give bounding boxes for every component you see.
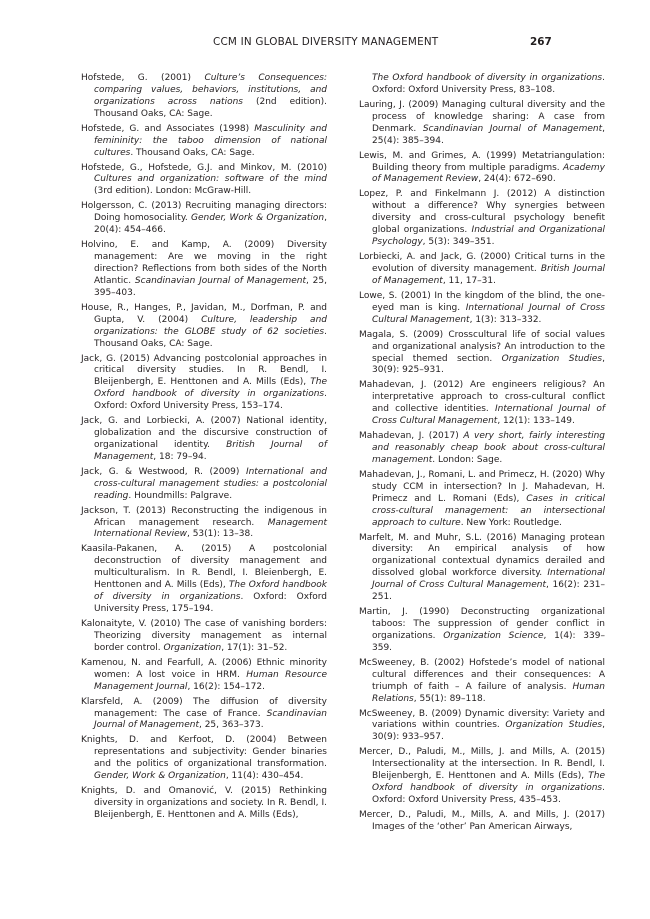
reference-entry <box>359 810 605 834</box>
reference-text-segment: Magala, S. (2009) Crosscultural life of social values and organizational analysis? An introduction to the special themed section. <box>359 329 605 364</box>
reference-text-segment: Mercer, D., Paludi, M., Mills, A. and Mills, J. (2017) Images of the ‘other’ Pan American Airways, <box>359 809 605 832</box>
reference-entry <box>359 658 605 706</box>
reference-text-segment: . Oxford: Oxford University Press, 435–453. <box>372 783 605 805</box>
reference-text-segment: Kalonaityte, V. (2010) The case of vanishing borders: Theorizing diversity management as internal border control. <box>81 619 327 653</box>
reference-italic-segment: International Journal of Cross Cultural Management <box>372 568 605 591</box>
reference-text-segment: Klarsfeld, A. (2009) The diffusion of diversity management: The case of France. <box>81 696 327 719</box>
reference-entry <box>359 73 605 97</box>
reference-text-segment: McSweeney, B. (2002) Hofstede’s model of national cultural differences and their consequences: A triumph of faith – A failure of analysis. <box>359 657 605 692</box>
reference-italic-segment: Human Resource Management Journal <box>94 669 328 692</box>
reference-text-segment: Holgersson, C. (2013) Recruiting managing directors: Doing homosociality. <box>81 201 327 224</box>
reference-entry <box>359 252 605 288</box>
reference-text-segment: , 30(9): 933–957. <box>372 720 605 743</box>
reference-entry <box>359 189 605 249</box>
reference-text-segment: Jack, G. & Westwood, R. (2009) <box>81 466 246 477</box>
reference-entry <box>359 151 605 187</box>
reference-entry <box>359 709 605 745</box>
reference-italic-segment: Organization Studies <box>505 720 603 731</box>
reference-text-segment: House, R., Hanges, P., Javidan, M., Dorfman, P. and Gupta, V. (2004) <box>81 302 327 325</box>
reference-text-segment: , 12(1): 133–149. <box>497 416 575 427</box>
reference-text-segment: . Oxford: Oxford University Press, 83–108. <box>372 73 605 95</box>
reference-text-segment: . Oxford: Oxford University Press, 175–194. <box>94 592 328 614</box>
reference-text-segment: Hofstede, G., Hofstede, G.J. and Minkov, M. (2010) <box>81 162 327 173</box>
reference-italic-segment: International Journal of Cross Cultural Management <box>372 404 606 427</box>
reference-entry <box>359 330 605 378</box>
reference-text-segment: Lorbiecki, A. and Jack, G. (2000) Critical turns in the evolution of diversity management. <box>359 252 605 274</box>
reference-text-segment: Mahadevan, J., Romani, L. and Primecz, H. (2020) Why study CCM in intersection? In J. Mahadevan, H. Primecz and L. Romani (Eds), <box>359 469 605 504</box>
reference-text-segment: Kaasila-Pakanen, A. (2015) A postcolonial deconstruction of diversity management and multiculturalism. In R. Bendl, I. Bleienbergh, E. Henttonen and A. Mills (Eds), <box>81 544 327 591</box>
reference-italic-segment: Gender, Work & Organization <box>191 213 325 224</box>
references-left-column <box>81 73 327 825</box>
reference-text-segment: Knights, D. and Omanović, V. (2015) Rethinking diversity in organizations and society. In R. Bendl, I. Bleijenbergh, E. Henttonen and A. Mills (Eds), <box>81 786 327 820</box>
reference-text-segment: , 1(3): 313–332. <box>469 314 542 325</box>
reference-text-segment: , 25, 363–373. <box>198 720 264 731</box>
running-header <box>0 36 650 56</box>
reference-entry <box>359 380 605 428</box>
reference-italic-segment: Management International Review <box>94 517 327 540</box>
reference-text-segment: . Oxford: Oxford University Press, 153–174. <box>94 389 327 412</box>
reference-entry <box>359 431 605 467</box>
reference-entry <box>81 619 327 655</box>
reference-italic-segment: Human Relations <box>372 681 605 704</box>
reference-entry <box>81 416 327 464</box>
reference-text-segment: Hofstede, G. and Associates (1998) <box>81 123 255 134</box>
reference-italic-segment: British Journal of Management <box>94 439 327 462</box>
page-number: 267 <box>530 36 552 48</box>
reference-entry <box>359 100 605 148</box>
reference-text-segment: , 11, 17–31. <box>442 275 496 286</box>
reference-entry <box>81 506 327 542</box>
reference-italic-segment: Scandinavian Journal of Management <box>94 708 327 731</box>
reference-entry <box>81 544 327 615</box>
reference-entry <box>81 467 327 503</box>
reference-text-segment: , 16(2): 154–172. <box>187 681 265 692</box>
reference-italic-segment: Cultures and organization: software of the mind <box>94 174 327 185</box>
reference-text-segment: , 25, 395–403. <box>94 275 327 298</box>
reference-entry <box>359 533 605 604</box>
reference-entry <box>81 124 327 160</box>
reference-italic-segment: Masculinity and femininity: the taboo dimension of national cultures <box>94 123 327 158</box>
reference-text-segment: Jack, G. and Lorbiecki, A. (2007) National identity, globalization and the discursive construction of organizational identity. <box>81 416 327 450</box>
reference-entry <box>359 747 605 807</box>
reference-text-segment: . Thousand Oaks, CA: Sage. <box>130 147 255 158</box>
reference-text-segment: Lopez, P. and Finkelmann J. (2012) A distinction without a difference? Why synergies between diversity and cross-cultural psychology benefit global organizations. <box>359 189 605 236</box>
reference-italic-segment: Organization Science <box>443 630 544 641</box>
reference-text-segment: McSweeney, B. (2009) Dynamic diversity: Variety and variations within countries. <box>359 708 605 731</box>
reference-text-segment: Lowe, S. (2001) In the kingdom of the blind, the one-eyed man is king. <box>359 290 605 313</box>
reference-entry <box>359 607 605 655</box>
reference-text-segment: , 1(4): 339–359. <box>372 630 605 653</box>
reference-text-segment: Knights, D. and Kerfoot, D. (2004) Between representations and subjectivity: Gender binaries and the politics of organizational transformation. <box>81 735 327 770</box>
reference-entry <box>359 291 605 327</box>
reference-text-segment: Jack, G. (2015) Advancing postcolonial approaches in critical diversity studies. In R. Bendl, I. Bleijenbergh, E. Henttonen and A. Mills (Eds), <box>81 353 327 388</box>
reference-text-segment: Hofstede, G. (2001) <box>81 73 205 83</box>
reference-text-segment: , 11(4): 430–454. <box>225 771 304 782</box>
reference-italic-segment: The Oxford handbook of diversity in organizations <box>94 580 327 603</box>
reference-text-segment: , 53(1): 13–38. <box>186 529 254 540</box>
reference-text-segment: , 17(1): 31–52. <box>221 642 288 653</box>
reference-text-segment: . New York: Routledge. <box>460 517 562 528</box>
reference-italic-segment: Organization <box>163 642 222 653</box>
reference-text-segment: Jackson, T. (2013) Reconstructing the indigenous in African management research. <box>81 505 327 528</box>
reference-text-segment: , 30(9): 925–931. <box>372 353 605 376</box>
reference-italic-segment: International Journal of Cross Cultural Management <box>372 302 605 325</box>
reference-entry <box>81 786 327 822</box>
reference-italic-segment: The Oxford handbook of diversity in organizations <box>372 771 605 794</box>
reference-entry <box>81 73 327 121</box>
reference-text-segment: (3rd edition). London: McGraw-Hill. <box>94 186 252 197</box>
reference-text-segment: , 18: 79–94. <box>153 451 207 462</box>
running-title: CCM IN GLOBAL DIVERSITY MANAGEMENT <box>213 36 439 48</box>
reference-entry <box>81 240 327 300</box>
reference-text-segment: , 55(1): 89–118. <box>413 693 486 704</box>
reference-text-segment: , 5(3): 349–351. <box>422 237 495 248</box>
reference-italic-segment: Culture’s Consequences: comparing values, behaviors, institutions, and organizations across nations <box>94 73 327 107</box>
references-right-column <box>359 73 605 837</box>
reference-entry <box>81 735 327 783</box>
reference-italic-segment: Scandinavian Journal of Management <box>134 275 306 286</box>
reference-entry <box>81 303 327 351</box>
reference-text-segment: Mahadevan, J. (2012) Are engineers religious? An interpretative approach to cross-cultural conflict and collective identities. <box>359 380 605 415</box>
reference-italic-segment: Gender, Work & Organization <box>94 771 226 782</box>
reference-text-segment: , 25(4): 385–394. <box>372 123 606 146</box>
reference-text-segment: Lauring, J. (2009) Managing cultural diversity and the process of knowledge sharing: A case from Denmark. <box>359 99 605 134</box>
reference-text-segment: Marfelt, M. and Muhr, S.L. (2016) Managing protean diversity: An empirical analysis of how organizational contextual dynamics derailed and dissolved global workforce diversity. <box>359 532 605 579</box>
reference-text-segment: , 20(4): 454–466. <box>94 213 327 236</box>
reference-entry <box>81 201 327 237</box>
reference-italic-segment: Cases in critical cross-cultural management: an intersectional approach to culture <box>372 493 605 528</box>
reference-italic-segment: International and cross-cultural management studies: a postcolonial reading <box>94 466 327 501</box>
reference-italic-segment: Organization Studies <box>501 353 603 364</box>
reference-text-segment: , 24(4): 672–690. <box>478 174 556 185</box>
reference-entry <box>81 354 327 414</box>
reference-entry <box>81 697 327 733</box>
reference-text-segment: Holvino, E. and Kamp, A. (2009) Diversity management: Are we moving in the right direction? Reflections from both sides of the North Atlantic. <box>81 240 327 286</box>
reference-text-segment: Mercer, D., Paludi, M., Mills, J. and Mills, A. (2015) Intersectionality at the intersection. In R. Bendl, I. Bleijenbergh, E. Henttonen and A. Mills (Eds), <box>359 747 605 782</box>
reference-text-segment: Martin, J. (1990) Deconstructing organizational taboos: The suppression of gender conflict in organizations. <box>359 607 605 641</box>
reference-italic-segment: The Oxford handbook of diversity in organizations <box>94 377 327 400</box>
reference-italic-segment: Academy of Management Review <box>372 162 605 185</box>
reference-text-segment: Kamenou, N. and Fearfull, A. (2006) Ethnic minority women: A lost voice in HRM. <box>81 657 327 680</box>
reference-italic-segment: A very short, fairly interesting and reasonably cheap book about cross-cultural management <box>372 431 605 465</box>
reference-text-segment: Mahadevan, J. (2017) <box>359 431 464 442</box>
reference-text-segment: , 16(2): 231–251. <box>372 580 605 603</box>
reference-entry <box>359 470 605 530</box>
reference-italic-segment: Culture, leadership and organizations: the GLOBE study of 62 societies <box>94 314 327 337</box>
reference-italic-segment: British Journal of Management <box>372 263 605 286</box>
reference-text-segment: . London: Sage. <box>432 454 503 465</box>
reference-italic-segment: Industrial and Organizational Psychology <box>372 225 605 248</box>
reference-text-segment: . Thousand Oaks, CA: Sage. <box>94 326 327 349</box>
reference-entry <box>81 163 327 199</box>
reference-text-segment: Lewis, M. and Grimes, A. (1999) Metatriangulation: Building theory from multiple paradigms. <box>359 150 605 173</box>
reference-italic-segment: The Oxford handbook of diversity in organizations <box>372 73 603 83</box>
reference-text-segment: (2nd edition). Thousand Oaks, CA: Sage. <box>94 96 327 119</box>
reference-entry <box>81 658 327 694</box>
reference-italic-segment: Scandinavian Journal of Management <box>422 123 603 134</box>
reference-text-segment: . Houndmills: Palgrave. <box>128 490 233 501</box>
